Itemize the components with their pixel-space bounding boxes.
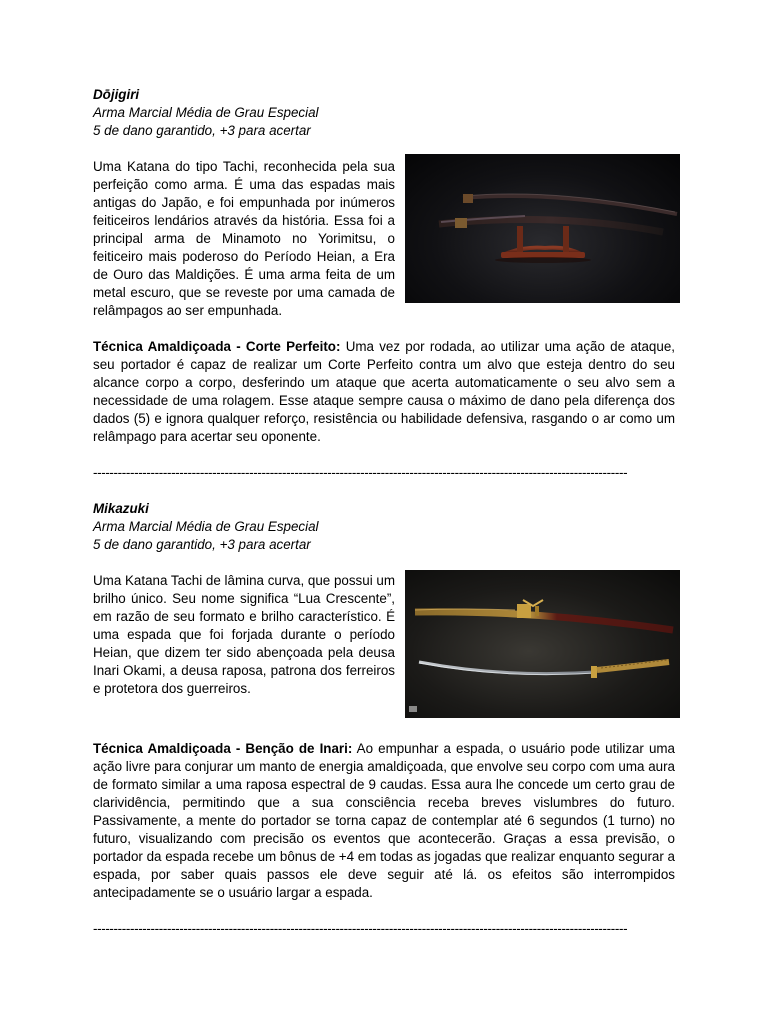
entry-damage: 5 de dano garantido, +3 para acertar: [93, 537, 311, 552]
entry-dojigiri: [93, 86, 675, 500]
entry-title: Dōjigiri: [93, 87, 140, 102]
document-page: [93, 86, 675, 938]
entry-mikazuki: [93, 500, 675, 938]
entry-technique: [93, 338, 675, 446]
section-divider: ----------------------------------------------------------------------------------------------------------------------------------: [93, 465, 628, 480]
entry-damage: 5 de dano garantido, +3 para acertar: [93, 123, 311, 138]
entry-category: Arma Marcial Média de Grau Especial: [93, 105, 319, 120]
katana-mikazuki-image: [405, 570, 680, 718]
entry-description: Uma Katana do tipo Tachi, reconhecida pela sua perfeição como arma. É uma das espadas mais antigas do Japão, e foi empunhada por inúmeros feiticeiros lendários através da história. Essa foi a principal arma de Minamoto no Yorimitsu, o feiticeiro mais poderoso do Período Heian, a Era de Ouro das Maldições. É uma arma feita de um metal escuro, que se reveste por uma camada de relâmpagos ao ser empunhada.: [93, 159, 395, 318]
technique-text: Ao empunhar a espada, o usuário pode utilizar uma ação livre para conjurar um manto de energia amaldiçoada, que envolve seu corpo com uma aura de formato similar a uma raposa espectral de 9 caudas. Essa aura lhe concede um certo grau de clarividência, permitindo que a sua consciência receba breves vislumbres do futuro. Passivamente, a mente do portador se torna capaz de contemplar até 6 segundos (1 turno) no futuro, visualizando com precisão os eventos que acontecerão. Graças a essa previsão, o portador da espada recebe um bônus de +4 em todas as jogadas que realizar enquanto segurar a espada, por saber quais passos ele deve seguir até lá. os efeitos são interrompidos antecipadamente se o usuário largar a espada.: [93, 741, 676, 900]
technique-text: Uma vez por rodada, ao utilizar uma ação de ataque, seu portador é capaz de realizar um Corte Perfeito contra um alvo que esteja dentro do seu alcance corpo a corpo, desferindo um ataque que acerta automaticamente o seu alvo sem a necessidade de uma rolagem. Esse ataque sempre causa o máximo de dano pela diferença dos dados (5) e ignora qualquer reforço, resistência ou habilidade defensiva, rasgando o ar como um relâmpago para acertar seu oponente.: [93, 339, 675, 444]
technique-name: Técnica Amaldiçoada - Corte Perfeito:: [93, 339, 341, 354]
section-divider: ----------------------------------------------------------------------------------------------------------------------------------: [93, 921, 628, 936]
entry-title: Mikazuki: [93, 501, 149, 516]
katana-dojigiri-image: [405, 154, 680, 303]
entry-category: Arma Marcial Média de Grau Especial: [93, 519, 319, 534]
entry-description: Uma Katana Tachi de lâmina curva, que possui um brilho único. Seu nome significa “Lua Crescente”, em razão de seu formato e brilho característico. É uma espada que foi forjada durante o período Heian, que dizem ter sido abençoada pela deusa Inari Okami, a deusa raposa, patrona dos ferreiros e protetora dos guerreiros.: [93, 573, 395, 696]
technique-name: Técnica Amaldiçoada - Benção de Inari:: [93, 741, 353, 756]
entry-technique: [93, 740, 675, 902]
